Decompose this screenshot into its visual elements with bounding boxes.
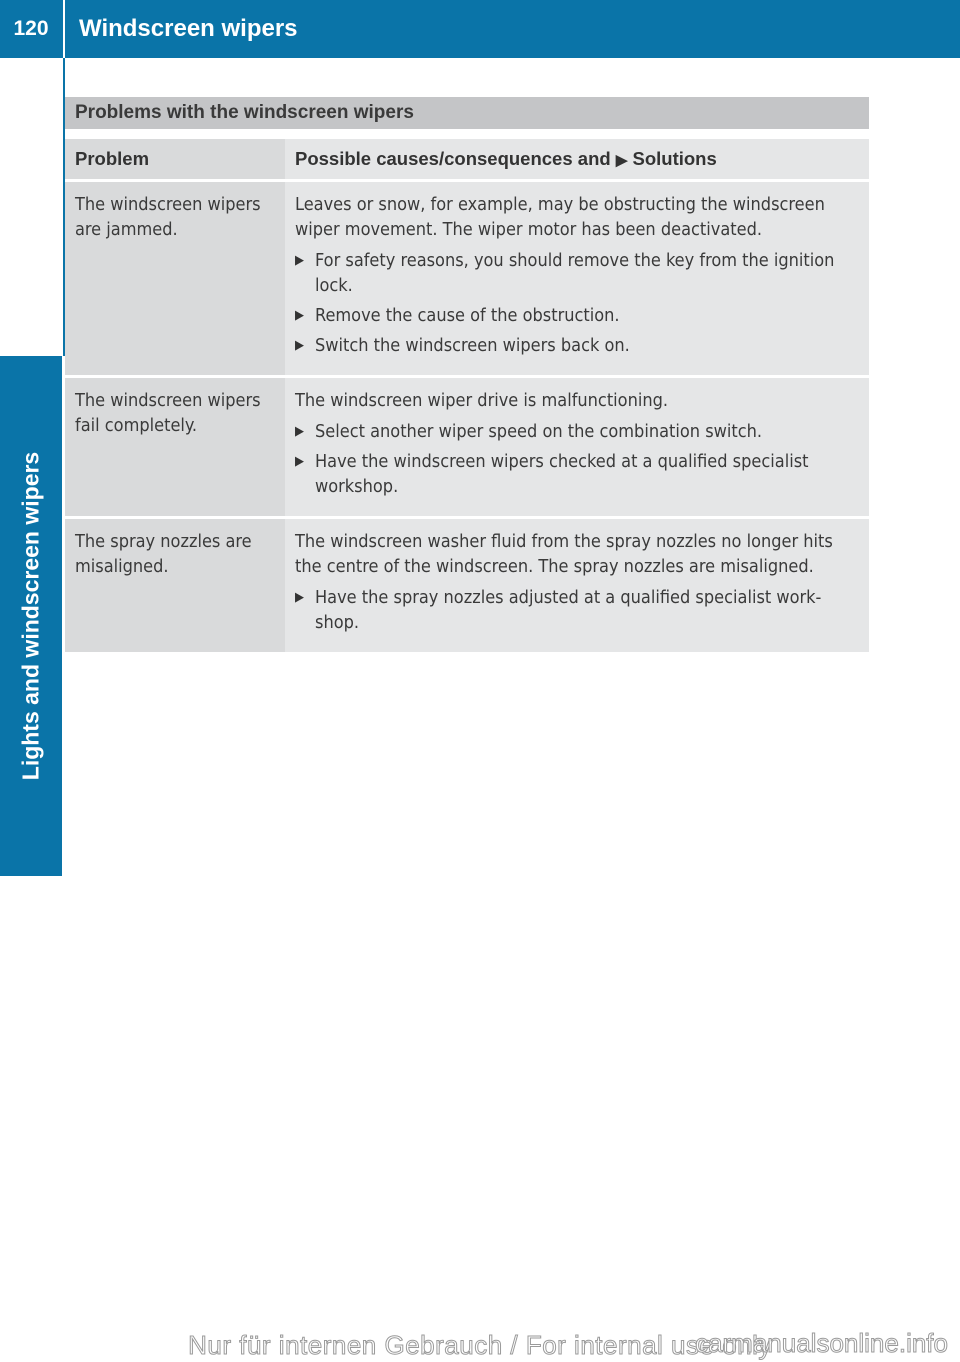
step-text: Switch the windscreen wipers back on. [315, 335, 630, 356]
play-arrow-icon: ▶ [295, 253, 304, 268]
site-watermark: carmanualsonline.info [695, 1328, 948, 1358]
play-arrow-icon: ▶ [615, 152, 628, 169]
page-number: 120 [13, 17, 49, 40]
table-row [65, 519, 869, 655]
step-text: Select another wiper speed on the combination switch. [315, 421, 763, 442]
solution-step [295, 419, 861, 444]
table-header-row [65, 139, 869, 182]
cause-text: The windscreen washer fluid from the spray nozzles no longer hits the centre of the windscreen. The spray nozzles are misaligned. [295, 531, 833, 577]
solution-cell [285, 378, 869, 516]
problem-cell: The windscreen wipers fail completely. [65, 378, 285, 516]
chapter-label: Lights and windscreen wipers [17, 451, 44, 781]
internal-use-watermark: Nur für internen Gebrauch / For internal use only [188, 1330, 772, 1360]
problem-cell: The windscreen wipers are jammed. [65, 182, 285, 375]
play-arrow-icon: ▶ [295, 454, 304, 469]
solution-step [295, 333, 861, 358]
solution-step [295, 248, 861, 298]
problem-cell: The spray nozzles are misaligned. [65, 519, 285, 652]
page-header [0, 0, 960, 58]
sidebar [0, 58, 62, 1362]
table-row [65, 182, 869, 378]
solution-step [295, 449, 861, 499]
header-divider [63, 0, 65, 58]
step-text: Remove the cause of the obstruction. [315, 305, 620, 326]
step-text: Have the windscreen wipers checked at a qualified specialist workshop. [315, 451, 809, 497]
column-header-solutions-suffix: Solutions [632, 148, 717, 169]
cause-text: Leaves or snow, for example, may be obstructing the windscreen wiper movement. The wiper motor has been deactivated. [295, 194, 825, 240]
solution-cell [285, 182, 869, 375]
table-row [65, 378, 869, 519]
column-header-solutions-prefix: Possible causes/consequences and [295, 148, 611, 169]
table-title: Problems with the windscreen wipers [65, 97, 869, 129]
step-text: For safety reasons, you should remove the key from the ignition lock. [315, 250, 835, 296]
solution-step [295, 303, 861, 328]
column-header-problem: Problem [65, 139, 285, 179]
play-arrow-icon: ▶ [295, 424, 304, 439]
column-header-solutions [285, 139, 869, 179]
solution-step [295, 585, 861, 635]
chapter-tab [0, 356, 62, 876]
cause-text: The windscreen wiper drive is malfunctioning. [295, 390, 669, 411]
play-arrow-icon: ▶ [295, 590, 304, 605]
section-title: Windscreen wipers [79, 15, 298, 42]
problems-table [65, 97, 869, 655]
play-arrow-icon: ▶ [295, 338, 304, 353]
play-arrow-icon: ▶ [295, 308, 304, 323]
step-text: Have the spray nozzles adjusted at a qualified specialist work-shop. [315, 587, 822, 633]
solution-cell [285, 519, 869, 652]
